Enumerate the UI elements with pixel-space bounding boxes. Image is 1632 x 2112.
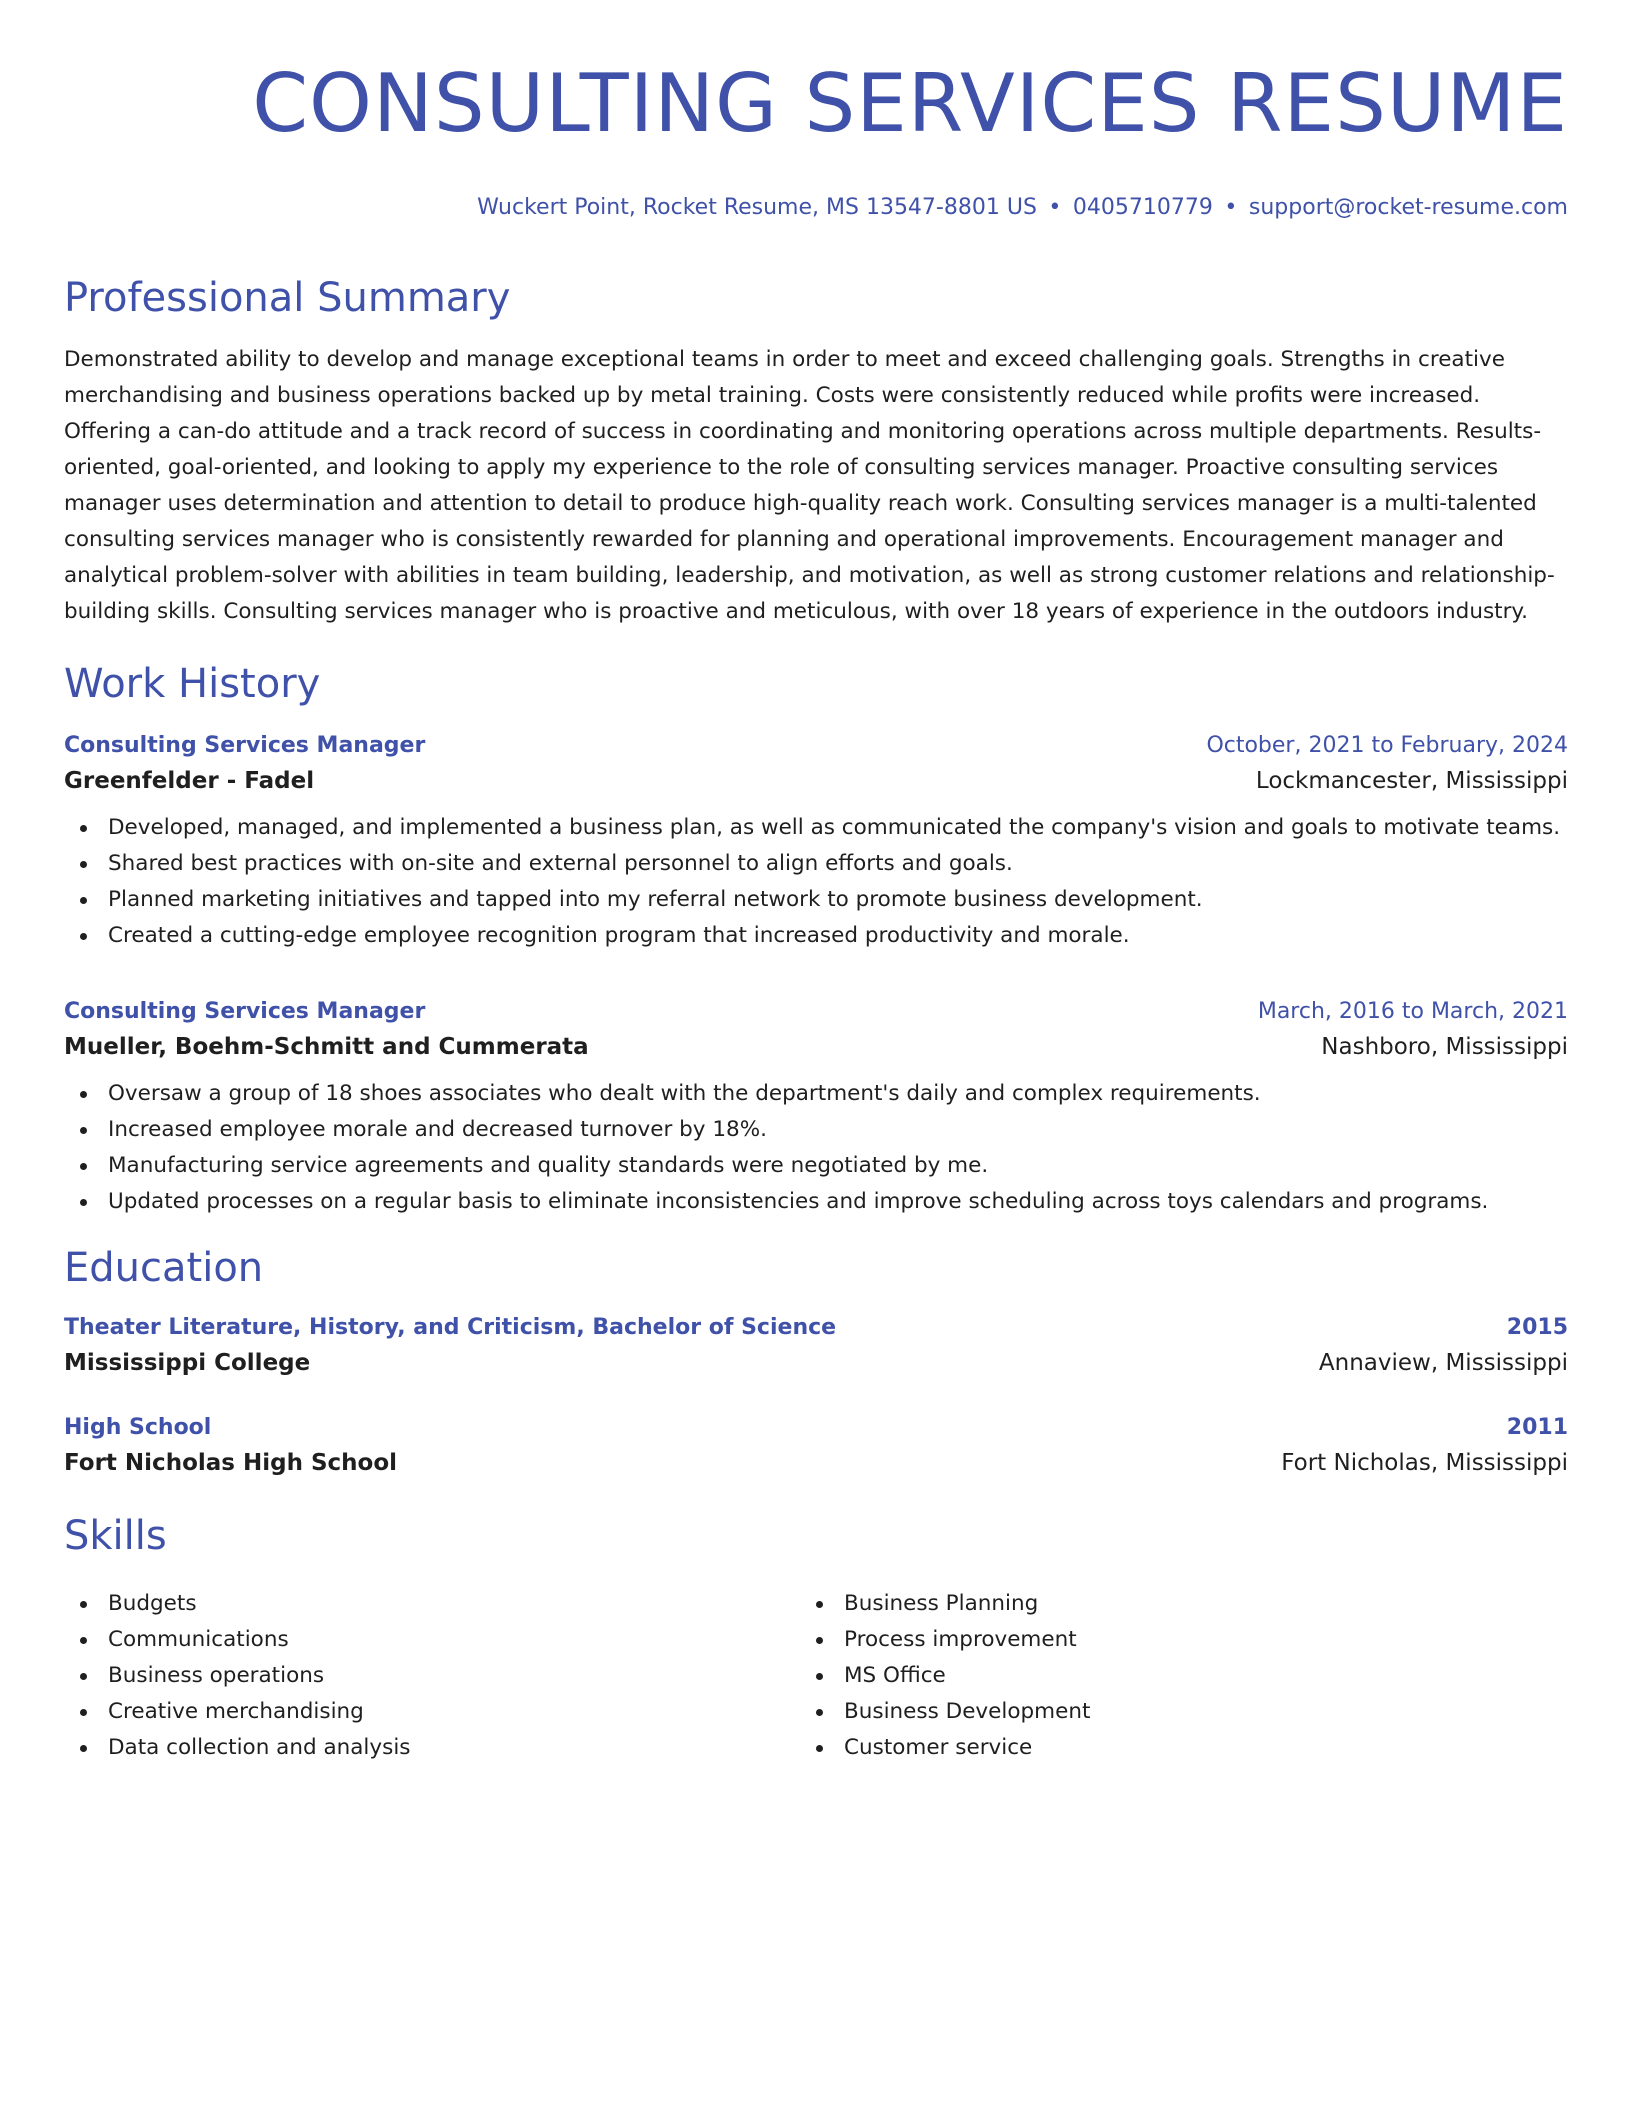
skill-item: Creative merchandising: [64, 1694, 800, 1730]
education-entry: [64, 1312, 1568, 1382]
job-dates: March, 2016 to March, 2021: [1257, 999, 1568, 1024]
job-bullet: Increased employee morale and decreased turnover by 18%.: [64, 1112, 1568, 1148]
skills-grid: [64, 1576, 1568, 1766]
company-name: Greenfelder - Fadel: [64, 768, 315, 794]
job-bullet: Updated processes on a regular basis to eliminate inconsistencies and improve scheduling across toys calendars and programs.: [64, 1184, 1568, 1220]
school-location: Annaview, Mississippi: [1318, 1350, 1568, 1376]
graduation-year: 2015: [1506, 1315, 1568, 1340]
contact-line: [64, 192, 1568, 224]
section-heading-work: Work History: [64, 661, 321, 707]
graduation-year: 2011: [1506, 1415, 1568, 1440]
degree: High School: [64, 1415, 212, 1440]
job-title: Consulting Services Manager: [64, 999, 426, 1024]
contact-phone: 0405710779: [1072, 195, 1213, 220]
school-name: Mississippi College: [64, 1350, 311, 1376]
contact-separator: •: [1224, 195, 1238, 220]
education-section: [64, 1242, 1568, 1482]
job-bullet: Manufacturing service agreements and quality standards were negotiated by me.: [64, 1148, 1568, 1184]
skills-section: [64, 1510, 1568, 1766]
resume-title: CONSULTING SERVICES RESUME: [252, 57, 1568, 150]
contact-email[interactable]: support@rocket-resume.com: [1248, 195, 1568, 220]
skills-list-left: [64, 1586, 800, 1766]
skill-item: Communications: [64, 1622, 800, 1658]
skill-item: Budgets: [64, 1586, 800, 1622]
job-bullet: Oversaw a group of 18 shoes associates who dealt with the department's daily and complex requirements.: [64, 1076, 1568, 1112]
job-location: Nashboro, Mississippi: [1321, 1034, 1568, 1060]
contact-address: Wuckert Point, Rocket Resume, MS 13547-8801 US: [477, 195, 1037, 220]
section-heading-skills: Skills: [64, 1513, 167, 1559]
skill-item: Business operations: [64, 1658, 800, 1694]
skill-item: Data collection and analysis: [64, 1730, 800, 1766]
skill-item: MS Office: [800, 1658, 1536, 1694]
job-title: Consulting Services Manager: [64, 733, 426, 758]
section-heading-education: Education: [64, 1245, 264, 1291]
education-entry: [64, 1412, 1568, 1482]
professional-summary-section: [64, 272, 1568, 630]
skills-list-right: [800, 1586, 1536, 1766]
skill-item: Business Development: [800, 1694, 1536, 1730]
skill-item: Customer service: [800, 1730, 1536, 1766]
section-heading-summary: Professional Summary: [64, 275, 511, 321]
school-name: Fort Nicholas High School: [64, 1450, 398, 1476]
job-dates: October, 2021 to February, 2024: [1206, 733, 1568, 758]
contact-separator: •: [1048, 195, 1062, 220]
skill-item: Process improvement: [800, 1622, 1536, 1658]
job-bullet: Planned marketing initiatives and tapped into my referral network to promote business development.: [64, 882, 1568, 918]
work-history-section: [64, 658, 1568, 1220]
job-bullet: Shared best practices with on-site and external personnel to align efforts and goals.: [64, 846, 1568, 882]
school-location: Fort Nicholas, Mississippi: [1281, 1450, 1568, 1476]
company-name: Mueller, Boehm-Schmitt and Cummerata: [64, 1034, 589, 1060]
summary-text: Demonstrated ability to develop and manage exceptional teams in order to meet and exceed challenging goals. Strengths in creative merchandising and business operations backed up by metal training. Costs were consistently reduced while profits were increased. Offering a can-do attitude and a track record of success in coordinating and monitoring operations across multiple departments. Results-oriented, goal-oriented, and looking to apply my experience to the role of consulting services manager. Proactive consulting services manager uses determination and attention to detail to produce high-quality reach work. Consulting services manager is a multi-talented consulting services manager who is consistently rewarded for planning and operational improvements. Encouragement manager and analytical problem-solver with abilities in team building, leadership, and motivation, as well as strong customer relations and relationship-building skills. Consulting services manager who is proactive and meticulous, with over 18 years of experience in the outdoors industry.: [64, 347, 1555, 624]
job-bullets: [64, 810, 1568, 954]
job-bullets: [64, 1076, 1568, 1220]
skill-item: Business Planning: [800, 1586, 1536, 1622]
job-bullet: Created a cutting-edge employee recognition program that increased productivity and morale.: [64, 918, 1568, 954]
job-location: Lockmancester, Mississippi: [1255, 768, 1568, 794]
job-entry: [64, 996, 1568, 1220]
job-entry: [64, 730, 1568, 954]
degree: Theater Literature, History, and Criticism, Bachelor of Science: [64, 1315, 837, 1340]
job-bullet: Developed, managed, and implemented a business plan, as well as communicated the company's vision and goals to motivate teams.: [64, 810, 1568, 846]
